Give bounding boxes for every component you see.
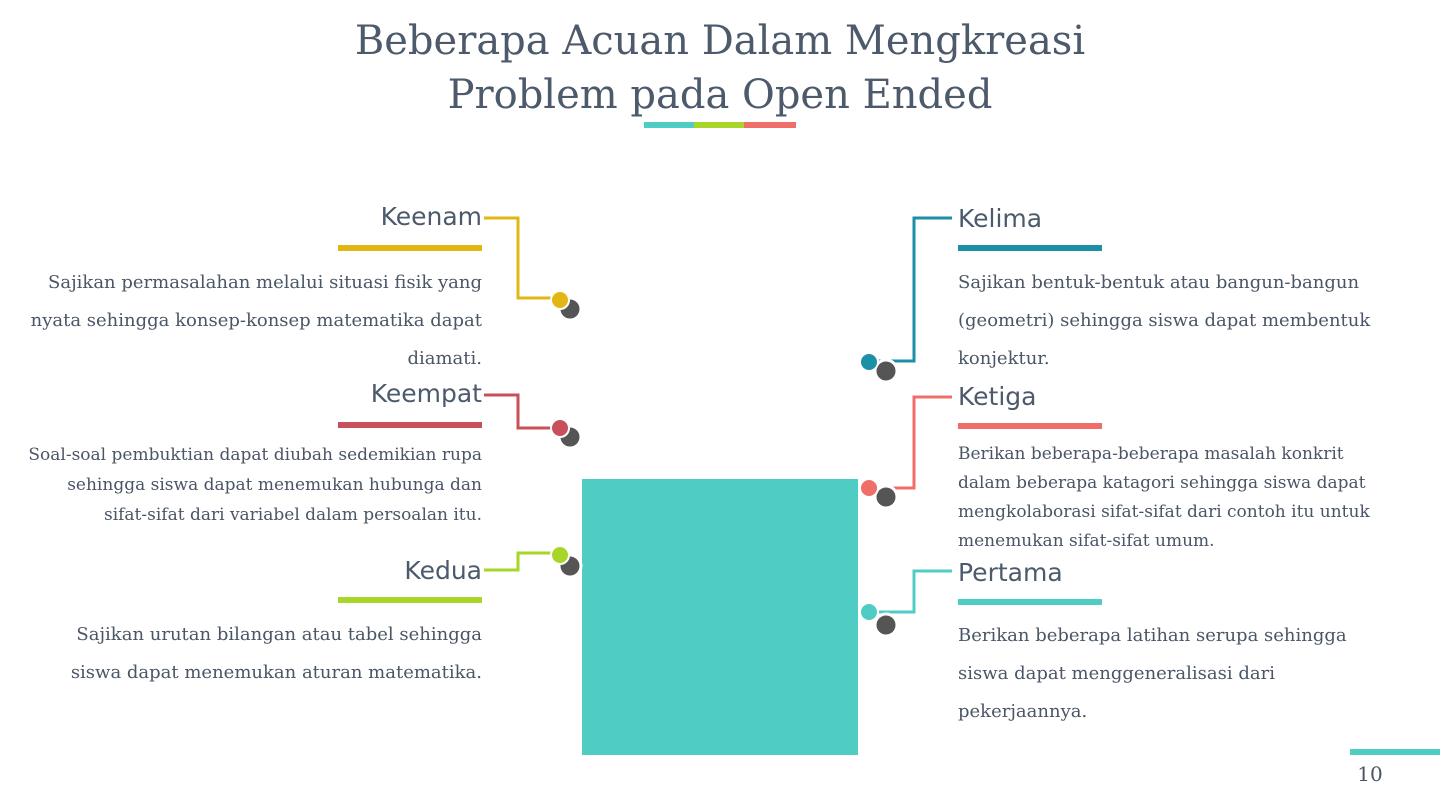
footer-accent-bar	[1350, 749, 1440, 755]
heading-ketiga: Ketiga	[958, 382, 1037, 411]
text-ketiga: Berikan beberapa-beberapa masalah konkrit dalam beberapa katagori sehingga siswa dapat mengkolaborasi sifat-sifat dari contoh itu untuk menemukan sifat-sifat umum.	[958, 444, 1370, 551]
text-keempat: Soal-soal pembuktian dapat diubah sedemikian rupa sehingga siswa dapat menemukan hubunga dan sifat-sifat dari variabel dalam persoalan itu.	[28, 445, 482, 525]
underline-keenam	[338, 245, 482, 251]
heading-pertama: Pertama	[958, 558, 1063, 587]
heading-kedua: Kedua	[404, 556, 482, 585]
connector-pertama	[878, 571, 952, 612]
text-kedua: Sajikan urutan bilangan atau tabel sehingga siswa dapat menemukan aturan matematika.	[70, 624, 482, 683]
slide-title-line-1: Beberapa Acuan Dalam Mengkreasi	[354, 18, 1086, 64]
underline-kedua	[338, 597, 482, 603]
text-keenam: Sajikan permasalahan melalui situasi fisik yang nyata sehingga konsep-konsep matematika dapat diamati.	[30, 272, 482, 369]
dot-ketiga	[860, 479, 878, 497]
page-number: 10	[1357, 762, 1383, 786]
slide-title-line-2: Problem pada Open Ended	[447, 72, 993, 118]
heading-keenam: Keenam	[380, 202, 482, 231]
connector-keempat	[484, 395, 552, 428]
dot-shadow-pertama	[875, 614, 897, 636]
dot-kelima	[860, 353, 878, 371]
connector-keenam	[484, 218, 552, 298]
heading-kelima: Kelima	[958, 204, 1043, 233]
underline-keempat	[338, 422, 482, 428]
dot-keenam	[551, 291, 569, 309]
connector-ketiga	[878, 397, 952, 488]
connector-kedua	[484, 553, 552, 570]
dot-pertama	[860, 603, 878, 621]
dot-keempat	[551, 419, 569, 437]
connector-kelima	[878, 218, 952, 361]
text-pertama: Berikan beberapa latihan serupa sehingga siswa dapat menggeneralisasi dari pekerjaannya.	[958, 625, 1347, 722]
underline-ketiga	[958, 423, 1102, 429]
underline-kelima	[958, 245, 1102, 251]
text-kelima: Sajikan bentuk-bentuk atau bangun-bangun (geometri) sehingga siswa dapat membentuk konjektur.	[958, 272, 1371, 369]
heading-keempat: Keempat	[370, 379, 482, 408]
dot-kedua	[551, 546, 569, 564]
underline-pertama	[958, 599, 1102, 605]
